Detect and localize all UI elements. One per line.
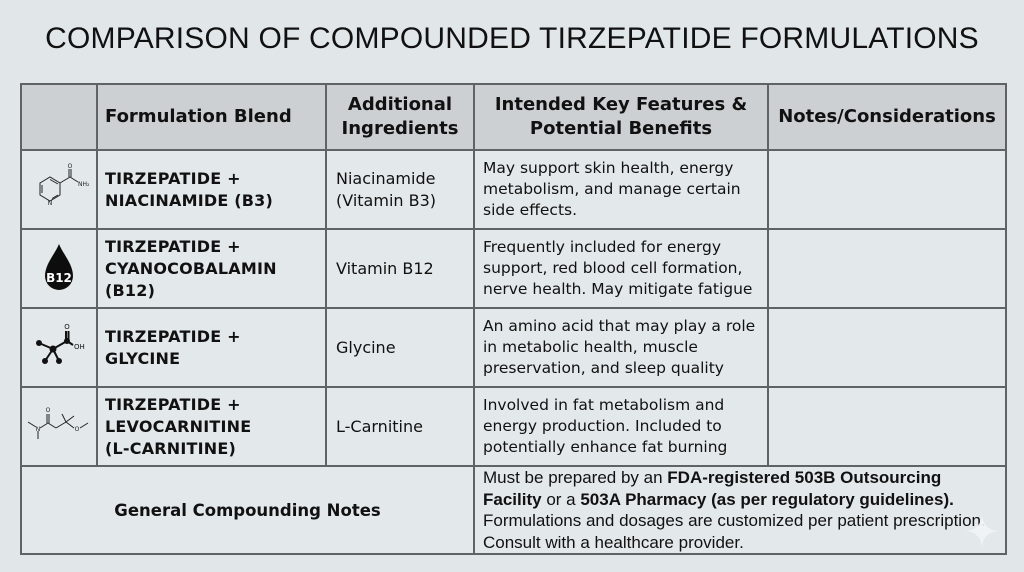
- glycine-structure-icon: [29, 321, 89, 371]
- comparison-table: [20, 83, 1007, 555]
- general-notes-label: General Compounding Notes: [21, 466, 474, 554]
- icon-cell: [21, 150, 97, 229]
- pharmacy-emphasis: 503A Pharmacy (as per regulatory guidelines).: [580, 489, 954, 509]
- icon-cell: [21, 308, 97, 387]
- features-cell: May support skin health, energy metabolism, and manage certain side effects.: [474, 150, 768, 229]
- ingredients-cell: Vitamin B12: [326, 229, 474, 308]
- ingredients-cell: L-Carnitine: [326, 387, 474, 466]
- blend-line: NIACINAMIDE (B3): [105, 190, 274, 210]
- blend-line: CYANOCOBALAMIN: [105, 258, 277, 278]
- table-row: [21, 150, 1006, 229]
- header-icon-column: [21, 84, 97, 150]
- svg-text:N: N: [35, 425, 41, 433]
- blend-line: LEVOCARNITINE: [105, 416, 252, 436]
- blend-line: (B12): [105, 280, 156, 300]
- formulation-blend-cell: [97, 229, 326, 308]
- header-key-features: Intended Key Features & Potential Benefits: [474, 84, 768, 150]
- ingredients-cell: Glycine: [326, 308, 474, 387]
- ingredients-cell: Niacinamide (Vitamin B3): [326, 150, 474, 229]
- table-header-row: [21, 84, 1006, 150]
- features-cell: Involved in fat metabolism and energy production. Included to potentially enhance fat burning: [474, 387, 768, 466]
- notes-cell: [768, 229, 1006, 308]
- blend-line: (L-CARNITINE): [105, 438, 237, 458]
- svg-text:NH₂: NH₂: [78, 180, 90, 188]
- header-formulation-blend: Formulation Blend: [97, 84, 326, 150]
- page-title: COMPARISON OF COMPOUNDED TIRZEPATIDE FORMULATIONS: [45, 22, 979, 55]
- blend-line: GLYCINE: [105, 348, 181, 368]
- notes-cell: [768, 150, 1006, 229]
- svg-text:O: O: [64, 322, 70, 331]
- niacinamide-structure-icon: [28, 163, 90, 213]
- notes-cell: [768, 387, 1006, 466]
- table-row: [21, 229, 1006, 308]
- blend-line: TIRZEPATIDE +: [105, 236, 241, 256]
- features-cell: Frequently included for energy support, red blood cell formation, nerve health. May mitigate fatigue: [474, 229, 768, 308]
- table-row: [21, 387, 1006, 466]
- header-notes: Notes/Considerations: [768, 84, 1006, 150]
- general-notes-text: Must be prepared by an FDA-registered 503B Outsourcing Facility or a 503A Pharmacy (as per regulatory guidelines). Formulations and dosages are customized per patient prescription. Consult with a healthcare provider.: [474, 466, 1006, 554]
- notes-cell: [768, 308, 1006, 387]
- formulation-blend-cell: [97, 308, 326, 387]
- svg-text:B12: B12: [46, 270, 72, 285]
- header-additional-ingredients: Additional Ingredients: [326, 84, 474, 150]
- svg-text:OH: OH: [74, 342, 85, 351]
- sparkle-watermark-icon: [965, 514, 999, 548]
- svg-text:O: O: [45, 406, 51, 414]
- formulation-blend-cell: [97, 387, 326, 466]
- carnitine-structure-icon: [24, 400, 94, 450]
- blend-line: TIRZEPATIDE +: [105, 394, 241, 414]
- table-row: [21, 308, 1006, 387]
- formulation-blend-cell: [97, 150, 326, 229]
- svg-text:O: O: [67, 162, 73, 170]
- svg-text:O: O: [74, 425, 80, 433]
- facility-emphasis: FDA-registered 503B Outsourcing Facility: [483, 468, 942, 509]
- icon-cell: [21, 229, 97, 308]
- general-notes-row: [21, 466, 1006, 554]
- b12-drop-icon: [39, 240, 79, 294]
- blend-line: TIRZEPATIDE +: [105, 326, 241, 346]
- icon-cell: [21, 387, 97, 466]
- features-cell: An amino acid that may play a role in metabolic health, muscle preservation, and sleep quality: [474, 308, 768, 387]
- svg-text:N: N: [47, 199, 53, 207]
- blend-line: TIRZEPATIDE +: [105, 168, 241, 188]
